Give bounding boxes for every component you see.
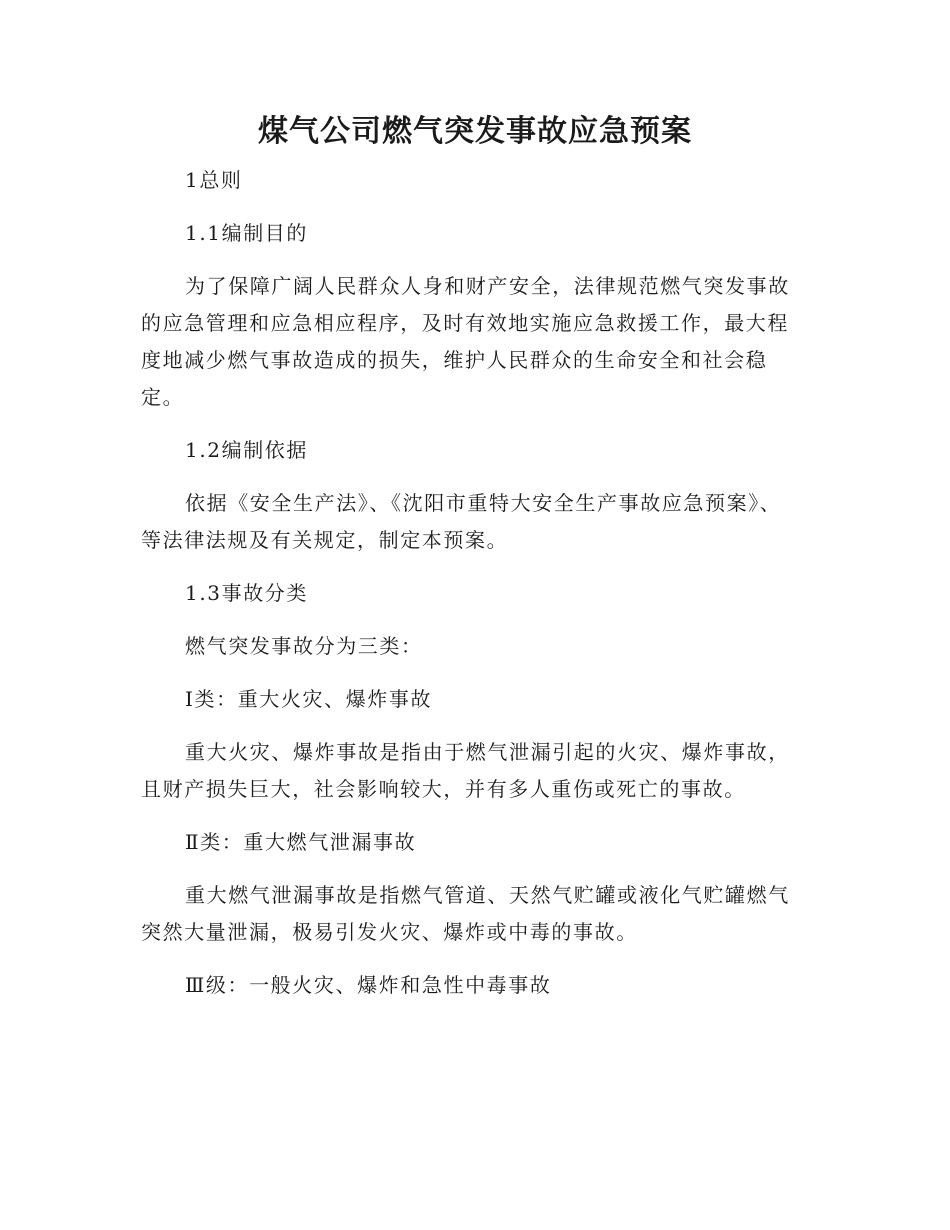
section-heading-classification: 1.3事故分类: [185, 581, 309, 605]
section-heading-purpose: 1.1编制目的: [185, 221, 309, 245]
section-heading-basis: 1.2编制依据: [185, 438, 309, 462]
section-heading-general: 1总则: [185, 168, 243, 192]
category-3-heading: Ⅲ级：一般火灾、爆炸和急性中毒事故: [185, 973, 552, 997]
category-2-description: 重大燃气泄漏事故是指燃气管道、天然气贮罐或液化气贮罐燃气突然大量泄漏，极易引发火灾、爆炸或中毒的事故。: [141, 883, 790, 944]
document-body: [141, 162, 801, 1004]
category-1-heading: Ⅰ类：重大火灾、爆炸事故: [185, 687, 433, 711]
category-1-description: 重大火灾、爆炸事故是指由于燃气泄漏引起的火灾、爆炸事故，且财产损失巨大，社会影响较大，并有多人重伤或死亡的事故。: [141, 740, 790, 801]
category-2-heading: Ⅱ类：重大燃气泄漏事故: [185, 830, 417, 854]
document-title: 煤气公司燃气突发事故应急预案: [258, 114, 692, 149]
paragraph-classification-intro: 燃气突发事故分为三类：: [185, 634, 423, 658]
paragraph-purpose: 为了保障广阔人民群众人身和财产安全，法律规范燃气突发事故的应急管理和应急相应程序，及时有效地实施应急救援工作，最大程度地减少燃气事故造成的损失，维护人民群众的生命安全和社会稳定。: [141, 274, 790, 409]
paragraph-basis: 依据《安全生产法》、《沈阳市重特大安全生产事故应急预案》、等法律法规及有关规定，制定本预案。: [141, 491, 782, 552]
